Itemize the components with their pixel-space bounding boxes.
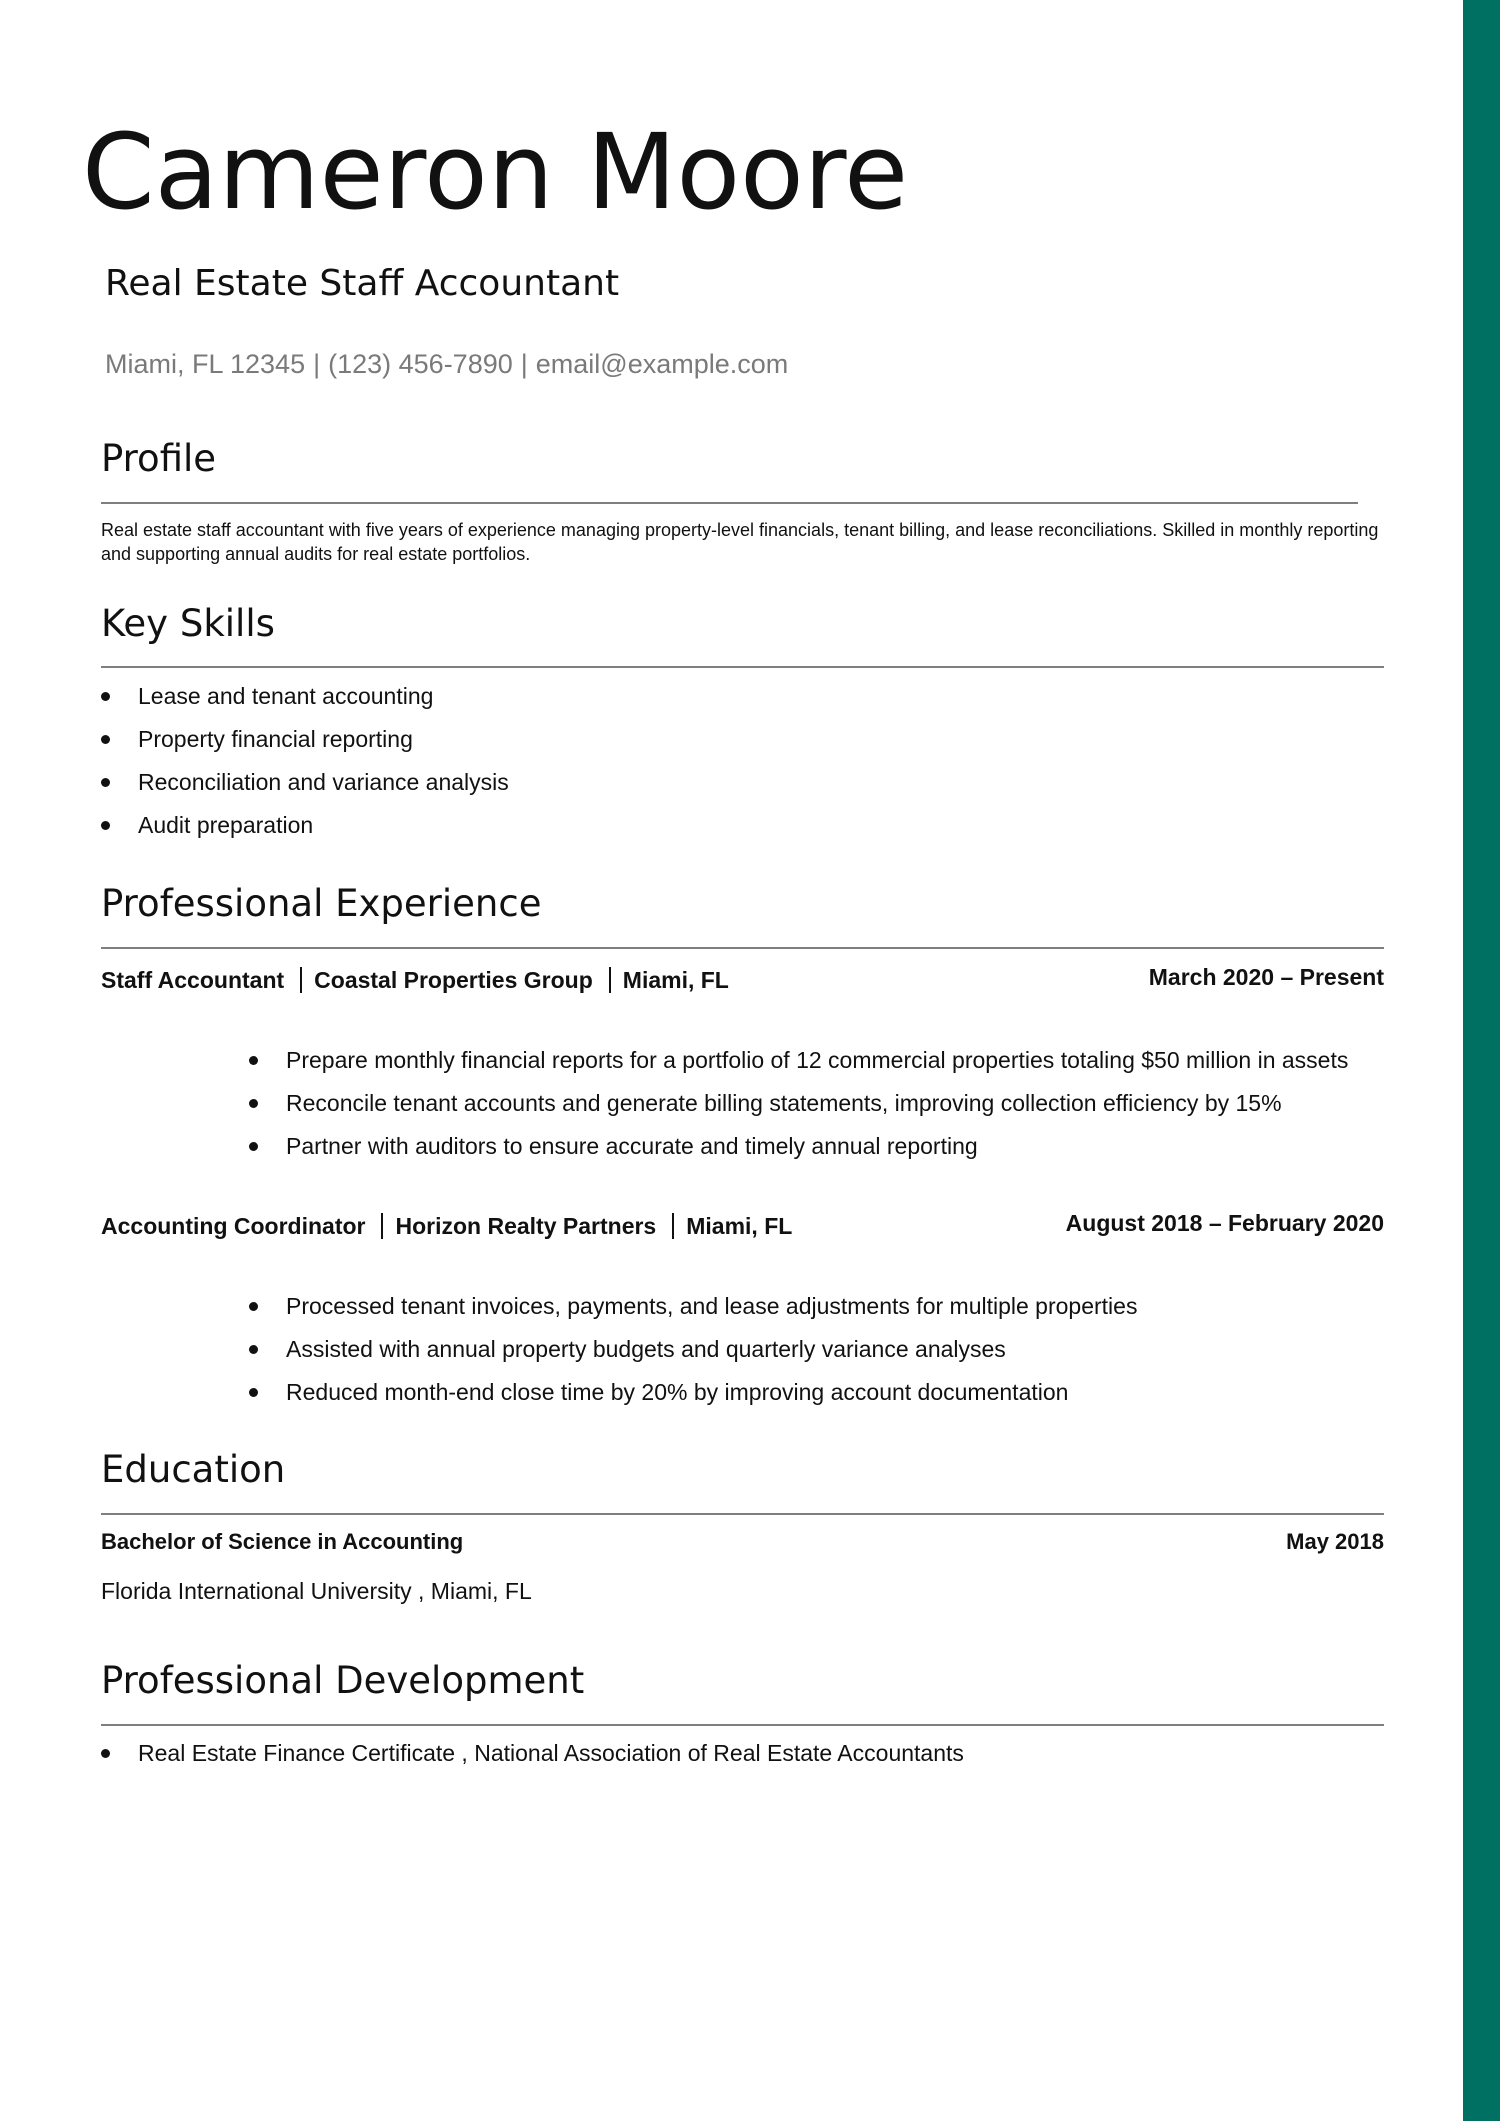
skill-item — [101, 804, 509, 847]
pipe-separator — [381, 1213, 383, 1239]
development-section — [101, 1659, 1384, 1766]
job-location: Miami, FL — [686, 1213, 793, 1239]
skill-text: Audit preparation — [138, 812, 314, 838]
bullet-icon — [101, 1749, 110, 1758]
development-heading: Professional Development — [101, 1659, 585, 1702]
job-location: Miami, FL — [622, 967, 729, 993]
bullet-icon — [101, 821, 110, 830]
contact-line — [105, 351, 788, 378]
job-bullet-text: Processed tenant invoices, payments, and lease adjustments for multiple properties — [286, 1293, 1138, 1319]
skill-text: Reconciliation and variance analysis — [138, 769, 509, 795]
bullet-icon — [249, 1056, 258, 1065]
job-bullets — [249, 1039, 1348, 1168]
bullet-icon — [101, 735, 110, 744]
development-divider — [101, 1724, 1384, 1726]
development-item — [101, 1732, 964, 1775]
experience-section — [101, 882, 1384, 1405]
job-dates: March 2020 – Present — [1148, 964, 1384, 990]
pipe-separator — [609, 967, 611, 993]
profile-heading: Profile — [101, 437, 217, 480]
education-section — [101, 1448, 1384, 1604]
job-dates: August 2018 – February 2020 — [1065, 1210, 1384, 1236]
skills-divider — [101, 666, 1384, 668]
skill-item — [101, 718, 509, 761]
job-bullet-text: Partner with auditors to ensure accurate and timely annual reporting — [286, 1133, 978, 1159]
job-header — [101, 964, 1384, 994]
contact-email: email@example.com — [535, 349, 789, 379]
job-role: Staff Accountant — [101, 967, 285, 993]
development-text: Real Estate Finance Certificate , National Association of Real Estate Accountants — [138, 1740, 964, 1766]
bullet-icon — [249, 1388, 258, 1397]
skill-text: Lease and tenant accounting — [138, 683, 434, 709]
job-bullet-item — [249, 1371, 1137, 1414]
job-bullet-text: Reduced month-end close time by 20% by improving account documentation — [286, 1379, 1069, 1405]
skills-heading: Key Skills — [101, 602, 275, 645]
bullet-icon — [101, 692, 110, 701]
profile-summary: Real estate staff accountant with five years of experience managing property-level financials, tenant billing, and lease reconciliations. Skilled in monthly reporting and supporting annual audits for real estate portfolios. — [101, 520, 1379, 564]
experience-heading: Professional Experience — [101, 882, 542, 925]
education-heading: Education — [101, 1448, 286, 1491]
education-date: May 2018 — [1286, 1529, 1384, 1554]
job-bullet-text: Assisted with annual property budgets and quarterly variance analyses — [286, 1336, 1006, 1362]
job-bullet-item — [249, 1125, 1348, 1168]
bullet-icon — [101, 778, 110, 787]
contact-location: Miami, FL 12345 — [105, 349, 306, 379]
job-header — [101, 1210, 1384, 1240]
education-school: Florida International University , Miami, FL — [101, 1578, 532, 1604]
job-bullet-item — [249, 1328, 1137, 1371]
experience-divider — [101, 947, 1384, 949]
skills-list — [101, 675, 509, 847]
contact-separator: | — [520, 349, 528, 379]
candidate-title: Real Estate Staff Accountant — [105, 263, 620, 304]
bullet-icon — [249, 1345, 258, 1354]
skill-text: Property financial reporting — [138, 726, 413, 752]
education-divider — [101, 1513, 1384, 1515]
pipe-separator — [672, 1213, 674, 1239]
pipe-separator — [300, 967, 302, 993]
bullet-icon — [249, 1302, 258, 1311]
job-bullet-item — [249, 1082, 1348, 1125]
job-company: Coastal Properties Group — [314, 967, 593, 993]
job-role: Accounting Coordinator — [101, 1213, 366, 1239]
job-company: Horizon Realty Partners — [395, 1213, 657, 1239]
bullet-icon — [249, 1099, 258, 1108]
contact-phone: (123) 456-7890 — [328, 349, 513, 379]
job-bullet-text: Reconcile tenant accounts and generate billing statements, improving collection efficiency by 15% — [286, 1090, 1282, 1116]
accent-sidebar-bar — [1463, 0, 1500, 2121]
bullet-icon — [249, 1142, 258, 1151]
education-degree: Bachelor of Science in Accounting — [101, 1529, 464, 1554]
job-bullet-item — [249, 1039, 1348, 1082]
profile-divider — [101, 502, 1358, 504]
skills-section — [101, 602, 1384, 838]
job-bullets — [249, 1285, 1137, 1414]
skill-item — [101, 761, 509, 804]
contact-separator: | — [313, 349, 321, 379]
job-bullet-item — [249, 1285, 1137, 1328]
job-bullet-text: Prepare monthly financial reports for a portfolio of 12 commercial properties totaling $50 million in assets — [286, 1047, 1349, 1073]
profile-section — [101, 437, 1384, 564]
candidate-name: Cameron Moore — [82, 111, 909, 233]
development-list — [101, 1732, 964, 1775]
skill-item — [101, 675, 509, 718]
